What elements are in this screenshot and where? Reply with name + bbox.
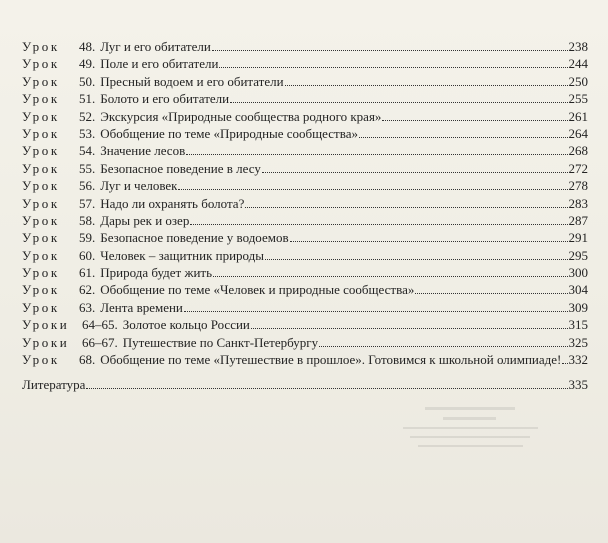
dot-leader bbox=[359, 136, 568, 138]
toc-entry-title: Обобщение по теме «Человек и природные сообщества» bbox=[100, 282, 415, 298]
toc-entry-title: Экскурсия «Природные сообщества родного края» bbox=[100, 108, 382, 124]
toc-entry-number: 56. bbox=[79, 178, 96, 194]
toc-entry-page: 244 bbox=[568, 56, 588, 72]
dot-leader bbox=[415, 292, 567, 294]
toc-entry bbox=[22, 299, 588, 316]
toc-entry-prefix: Урок bbox=[22, 195, 60, 211]
toc-entry-title: Надо ли охранять болота? bbox=[100, 195, 245, 211]
toc-entry-title: Обобщение по теме «Природные сообщества» bbox=[100, 125, 358, 141]
toc-entry-title: Лента времени bbox=[100, 299, 183, 315]
dot-leader bbox=[262, 171, 568, 173]
dot-leader bbox=[382, 119, 567, 121]
toc-entry-prefix: Урок bbox=[22, 56, 60, 72]
dot-leader bbox=[178, 188, 567, 190]
toc-entry-number: 58. bbox=[79, 212, 96, 228]
dot-leader bbox=[319, 345, 567, 347]
toc-entry-page: 315 bbox=[568, 317, 588, 333]
toc-entry-page: 268 bbox=[568, 143, 588, 159]
dot-leader bbox=[86, 387, 567, 389]
toc-entry-page: 250 bbox=[568, 73, 588, 89]
toc-entry-title: Болото и его обитатели bbox=[100, 91, 230, 107]
toc-entry-prefix: Урок bbox=[22, 91, 60, 107]
toc-entry-title: Природа будет жить bbox=[100, 265, 213, 281]
toc-entry-number: 49. bbox=[79, 56, 96, 72]
toc-entry-page: 309 bbox=[568, 299, 588, 315]
toc-entry-page: 325 bbox=[568, 334, 588, 350]
toc-entry-prefix: Урок bbox=[22, 230, 60, 246]
toc-literature-title: Литература bbox=[22, 377, 86, 393]
toc-entry-prefix: Урок bbox=[22, 160, 60, 176]
toc-entry-prefix: Урок bbox=[22, 125, 60, 141]
toc-entry-title: Поле и его обитатели bbox=[100, 56, 219, 72]
toc-entry-title: Безопасное поведение в лесу bbox=[100, 160, 261, 176]
toc-entry bbox=[22, 247, 588, 264]
toc-entry-page: 238 bbox=[568, 39, 588, 54]
toc-entry-number: 55. bbox=[79, 160, 96, 176]
toc-entry-title: Человек – защитник природы bbox=[100, 247, 265, 263]
toc-entry-number: 64–65. bbox=[82, 317, 118, 333]
toc-entry-prefix: Урок bbox=[22, 282, 60, 298]
dot-leader bbox=[184, 310, 568, 312]
dot-leader bbox=[219, 66, 567, 68]
toc-entry bbox=[22, 125, 588, 142]
toc-literature bbox=[22, 376, 588, 393]
toc-entry-page: 332 bbox=[568, 352, 588, 368]
toc-entry bbox=[22, 55, 588, 72]
toc-entry-prefix: Урок bbox=[22, 178, 60, 194]
toc-entry bbox=[22, 90, 588, 107]
toc-entry-title: Дары рек и озер bbox=[100, 212, 190, 228]
toc-entry bbox=[22, 264, 588, 281]
toc-entry-prefix: Уроки bbox=[22, 334, 70, 350]
toc-entry bbox=[22, 316, 588, 333]
toc-entry bbox=[22, 73, 588, 90]
toc-literature-page: 335 bbox=[568, 377, 588, 393]
toc-entry-title: Пресный водоем и его обитатели bbox=[100, 73, 284, 89]
dot-leader bbox=[190, 223, 567, 225]
toc-entry-prefix: Урок bbox=[22, 143, 60, 159]
toc-entry-number: 53. bbox=[79, 125, 96, 141]
dot-leader bbox=[230, 101, 567, 103]
toc-entry-number: 63. bbox=[79, 299, 96, 315]
toc-entry bbox=[22, 281, 588, 298]
bleed-through-ghost-text bbox=[395, 400, 545, 520]
toc-entry-number: 60. bbox=[79, 247, 96, 263]
toc-entry-title: Значение лесов bbox=[100, 143, 186, 159]
dot-leader bbox=[212, 49, 568, 51]
toc-entry-page: 272 bbox=[568, 160, 588, 176]
toc-entry-prefix: Урок bbox=[22, 299, 60, 315]
toc-entry-title: Луг и человек bbox=[100, 178, 178, 194]
toc-entry-prefix: Урок bbox=[22, 39, 60, 54]
toc-entry-number: 50. bbox=[79, 73, 96, 89]
toc-entry-prefix: Урок bbox=[22, 108, 60, 124]
toc-entry-page: 287 bbox=[568, 212, 588, 228]
toc-entry bbox=[22, 160, 588, 177]
toc-entry-page: 264 bbox=[568, 125, 588, 141]
toc-entry bbox=[22, 334, 588, 351]
toc-entry-number: 51. bbox=[79, 91, 96, 107]
toc-entry bbox=[22, 195, 588, 212]
toc-entry-page: 261 bbox=[568, 108, 588, 124]
dot-leader bbox=[290, 240, 568, 242]
toc-entry-title: Золотое кольцо России bbox=[122, 317, 250, 333]
toc-entry-prefix: Урок bbox=[22, 212, 60, 228]
dot-leader bbox=[562, 362, 567, 364]
table-of-contents bbox=[22, 38, 588, 394]
toc-entry-title: Обобщение по теме «Путешествие в прошлое». Готовимся к школьной олимпиаде! bbox=[100, 352, 562, 368]
toc-entry-number: 59. bbox=[79, 230, 96, 246]
dot-leader bbox=[245, 206, 567, 208]
toc-entry-number: 66–67. bbox=[82, 334, 118, 350]
toc-entry bbox=[22, 212, 588, 229]
toc-entry-page: 283 bbox=[568, 195, 588, 211]
toc-entry-prefix: Урок bbox=[22, 73, 60, 89]
toc-entry-prefix: Урок bbox=[22, 352, 60, 368]
toc-entry-prefix: Урок bbox=[22, 247, 60, 263]
toc-entry-page: 304 bbox=[568, 282, 588, 298]
toc-entry bbox=[22, 351, 588, 368]
toc-entry-page: 291 bbox=[568, 230, 588, 246]
toc-entry-page: 255 bbox=[568, 91, 588, 107]
toc-entry-number: 48. bbox=[79, 39, 96, 54]
toc-entry-title: Луг и его обитатели bbox=[100, 39, 211, 54]
toc-entry bbox=[22, 142, 588, 159]
toc-entry bbox=[22, 108, 588, 125]
dot-leader bbox=[186, 153, 567, 155]
toc-entry-prefix: Уроки bbox=[22, 317, 70, 333]
toc-entry-number: 54. bbox=[79, 143, 96, 159]
toc-entry bbox=[22, 38, 588, 55]
toc-entry-number: 68. bbox=[79, 352, 96, 368]
toc-entry-page: 300 bbox=[568, 265, 588, 281]
toc-entry-title: Путешествие по Санкт-Петербургу bbox=[122, 334, 319, 350]
toc-entry-page: 295 bbox=[568, 247, 588, 263]
dot-leader bbox=[265, 258, 567, 260]
toc-entry bbox=[22, 177, 588, 194]
toc-entry-page: 278 bbox=[568, 178, 588, 194]
toc-entry-number: 52. bbox=[79, 108, 96, 124]
toc-entry bbox=[22, 229, 588, 246]
toc-entry-number: 62. bbox=[79, 282, 96, 298]
dot-leader bbox=[251, 327, 568, 329]
toc-entry-number: 57. bbox=[79, 195, 96, 211]
toc-entry-title: Безопасное поведение у водоемов bbox=[100, 230, 289, 246]
dot-leader bbox=[285, 84, 568, 86]
dot-leader bbox=[213, 275, 567, 277]
toc-entry-number: 61. bbox=[79, 265, 96, 281]
toc-entry-prefix: Урок bbox=[22, 265, 60, 281]
